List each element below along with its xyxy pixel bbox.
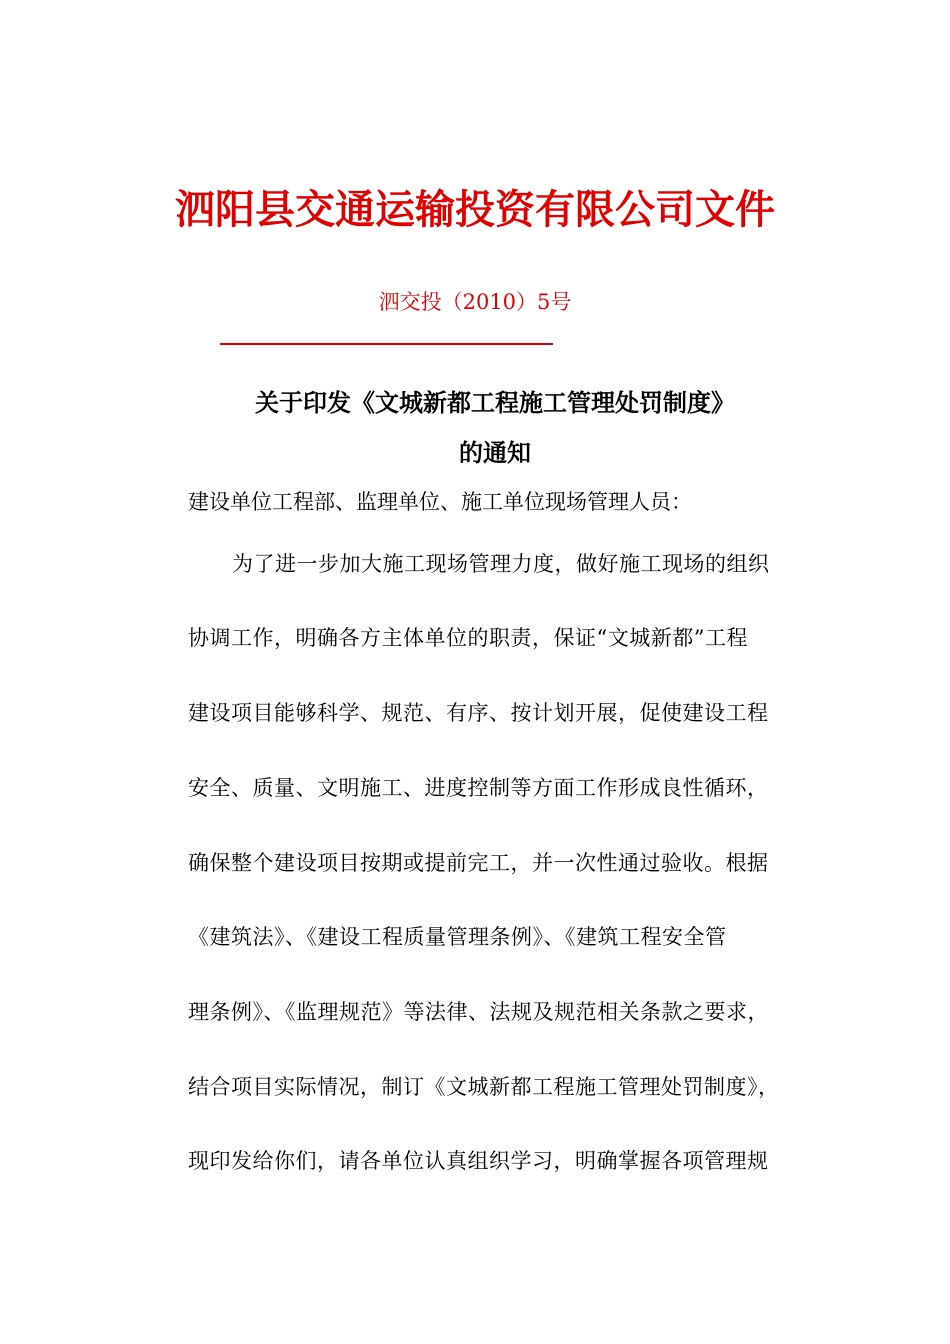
body-line: 协调工作，明确各方主体单位的职责，保证“文城新都”工程: [188, 626, 748, 650]
body-line: 结合项目实际情况，制订《文城新都工程施工管理处罚制度》，: [188, 1075, 780, 1099]
body-line: 确保整个建设项目按期或提前完工，并一次性通过验收。根据: [188, 851, 769, 875]
issuer-title: 泗阳县交通运输投资有限公司文件: [175, 186, 775, 233]
document-number: 泗交投（2010）5号: [378, 290, 572, 314]
body-line: 现印发给你们，请各单位认真组织学习，明确掌握各项管理规: [188, 1149, 769, 1173]
body-line: 理条例》、《监理规范》等法律、法规及规范相关条款之要求，: [188, 1000, 769, 1024]
notice-title-line-1: 关于印发《文城新都工程施工管理处罚制度》: [255, 388, 735, 417]
red-divider-line: [220, 343, 553, 345]
notice-title-line-2: 的通知: [459, 438, 531, 467]
body-line: 安全、质量、文明施工、进度控制等方面工作形成良性循环，: [188, 776, 769, 800]
salutation: 建设单位工程部、监理单位、施工单位现场管理人员：: [188, 490, 692, 514]
body-line: 为了进一步加大施工现场管理力度，做好施工现场的组织: [232, 552, 770, 576]
body-line: 《建筑法》、《建设工程质量管理条例》、《建筑工程安全管: [188, 925, 727, 949]
body-line: 建设项目能够科学、规范、有序、按计划开展，促使建设工程: [188, 701, 769, 725]
